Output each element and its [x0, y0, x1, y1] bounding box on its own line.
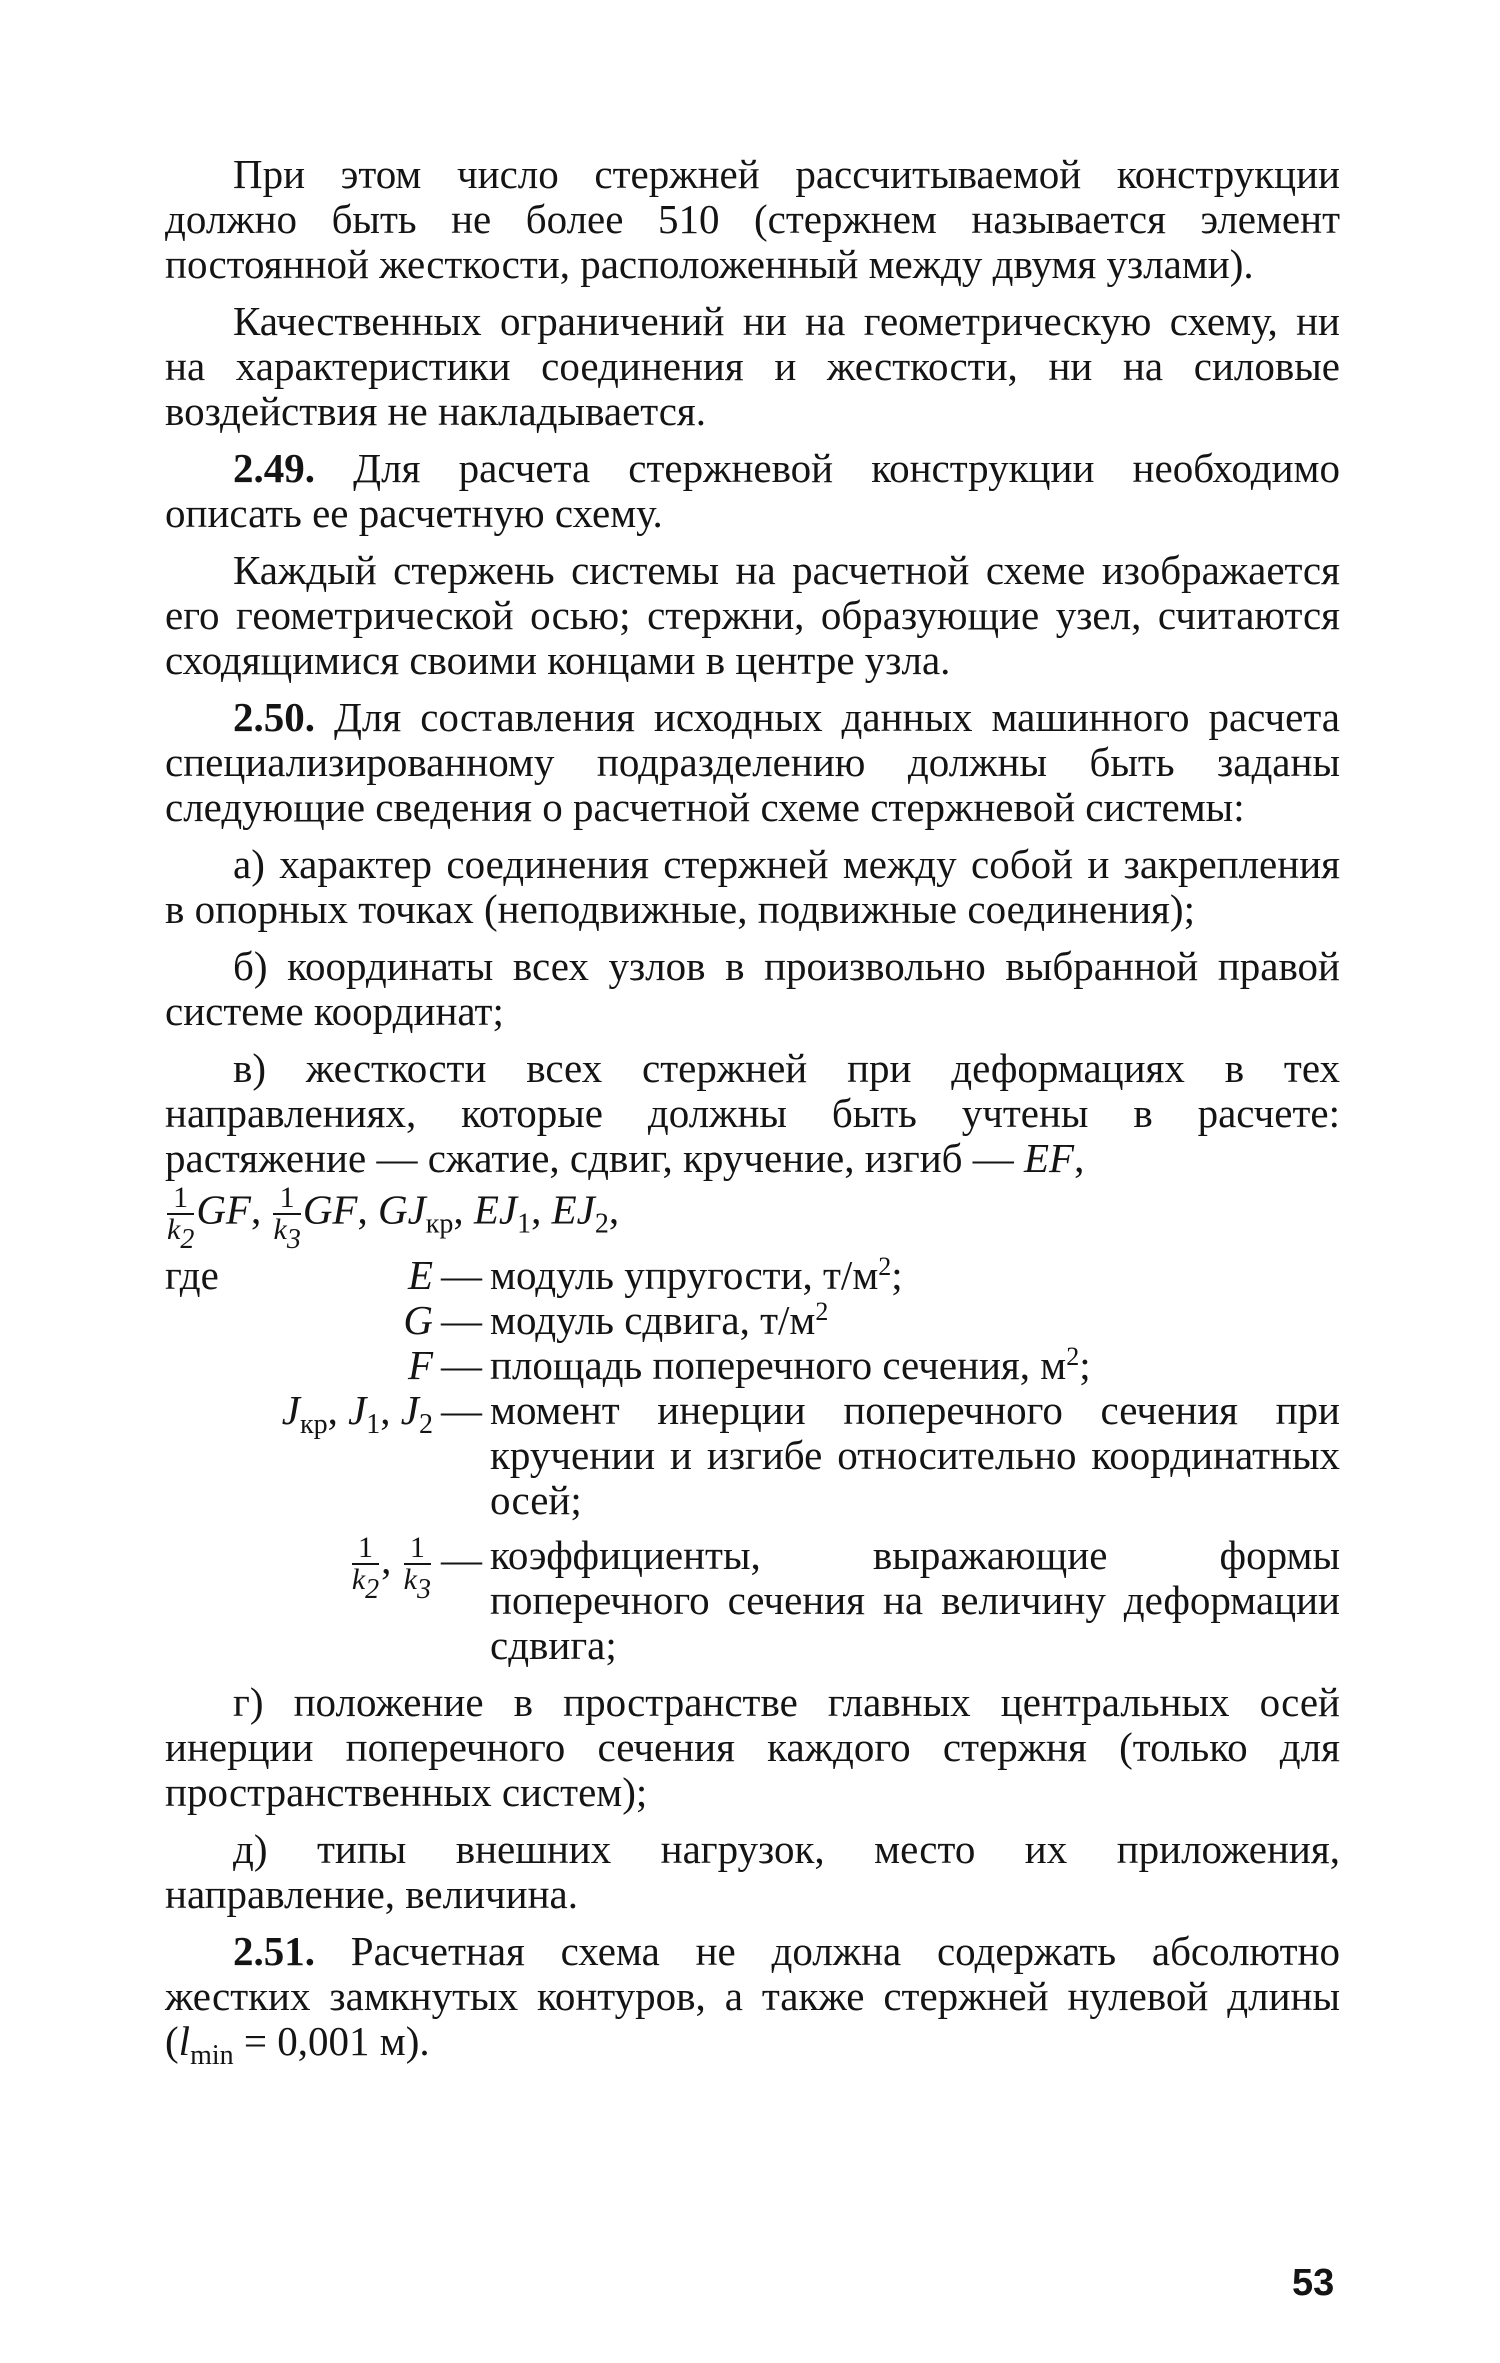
section-2-49 [165, 446, 1340, 536]
fraction-1-k3: $\frac{1}{k3}$ [273, 1181, 301, 1255]
fraction-1-k3: $\frac{1}{k3}$ [403, 1531, 431, 1605]
section-number: 2.50. [233, 694, 315, 740]
stiffness-formula: $\frac{1}{k2}$ GF, $\frac{1}{k3}$ GF, $GJ_{кр}$, $EJ_1$, $EJ_2$, [167, 1181, 620, 1255]
definition-g: G — модуль сдвига, $т/м^2$ [403, 1297, 829, 1343]
list-item-d: г) положение в пространстве главных центральных осей инерции поперечного сечения каждого стержня (только для пространственных систем); [165, 1679, 1340, 1815]
paragraph: Каждый стержень системы на расчетной схеме изображается его геометрической осью; стержни, образующие узел, считаются сходящимися своими концами в центре узла. [165, 547, 1340, 683]
list-item-c: в) жесткости всех стержней при деформациях в тех направлениях, которые должны быть учтены в расчете: растяжение — сжатие, сдвиг, кручение, изгиб — EF, [165, 1045, 1340, 1181]
list-item-text: в) жесткости всех стержней при деформациях в тех направлениях, которые должны быть учтены в расчете: растяжение — сжатие, сдвиг, кручение, изгиб — [165, 1045, 1340, 1181]
list-item-e: д) типы внешних нагрузок, место их приложения, направление, величина. [165, 1826, 1340, 1917]
fraction-1-k2: $\frac{1}{k2}$ [351, 1531, 380, 1605]
fraction-1-k2: $\frac{1}{k2}$ [167, 1181, 195, 1255]
definition-k: $\frac{1}{k2}$ , $\frac{1}{k3}$ — коэффициенты, выражающие формы поперечного сечения на величину деформации сдвига; [351, 1531, 1340, 1668]
body-text [165, 151, 1340, 2071]
definition-j: $J_{кр}$, $J_1$, $J_2$ — момент инерции поперечного сечения при кручении и изгибе относительно координатных осей; [281, 1387, 1340, 1523]
list-item-b: б) координаты всех узлов в произвольно выбранной правой системе координат; [165, 943, 1340, 1034]
where-label: где [165, 1252, 219, 1298]
section-number: 2.49. [233, 445, 315, 491]
section-text: Для расчета стержневой конструкции необходимо описать ее расчетную схему. [165, 445, 1340, 536]
section-number: 2.51. [233, 1928, 315, 1974]
formula-ef: EF [1024, 1135, 1075, 1181]
definition-f: F — площадь поперечного сечения, $м^2$; [407, 1342, 1091, 1388]
page-number: 53 [1292, 2262, 1335, 2304]
definition-e: E — модуль упругости, $т/м^2$; [407, 1252, 903, 1298]
list-item-a: а) характер соединения стержней между собой и закрепления в опорных точках (неподвижные, подвижные соединения); [165, 841, 1340, 932]
section-2-50 [165, 695, 1340, 830]
section-2-51: 2.51. Расчетная схема не должна содержать абсолютно жестких замкнутых контуров, а также стержней нулевой длины ($l_{min} = 0,001$ м). [165, 1928, 1340, 2071]
section-text: Для составления исходных данных машинного расчета специализированному подразделению должны быть заданы следующие сведения о расчетной схеме стержневой системы: [165, 694, 1340, 830]
paragraph: При этом число стержней рассчитываемой конструкции должно быть не более 510 (стержнем называется элемент постоянной жесткости, расположенный между двумя узлами). [165, 151, 1340, 287]
paragraph: Качественных ограничений ни на геометрическую схему, ни на характеристики соединения и жесткости, ни на силовые воздействия не накладывается. [165, 298, 1340, 434]
definitions [165, 1253, 1340, 1668]
